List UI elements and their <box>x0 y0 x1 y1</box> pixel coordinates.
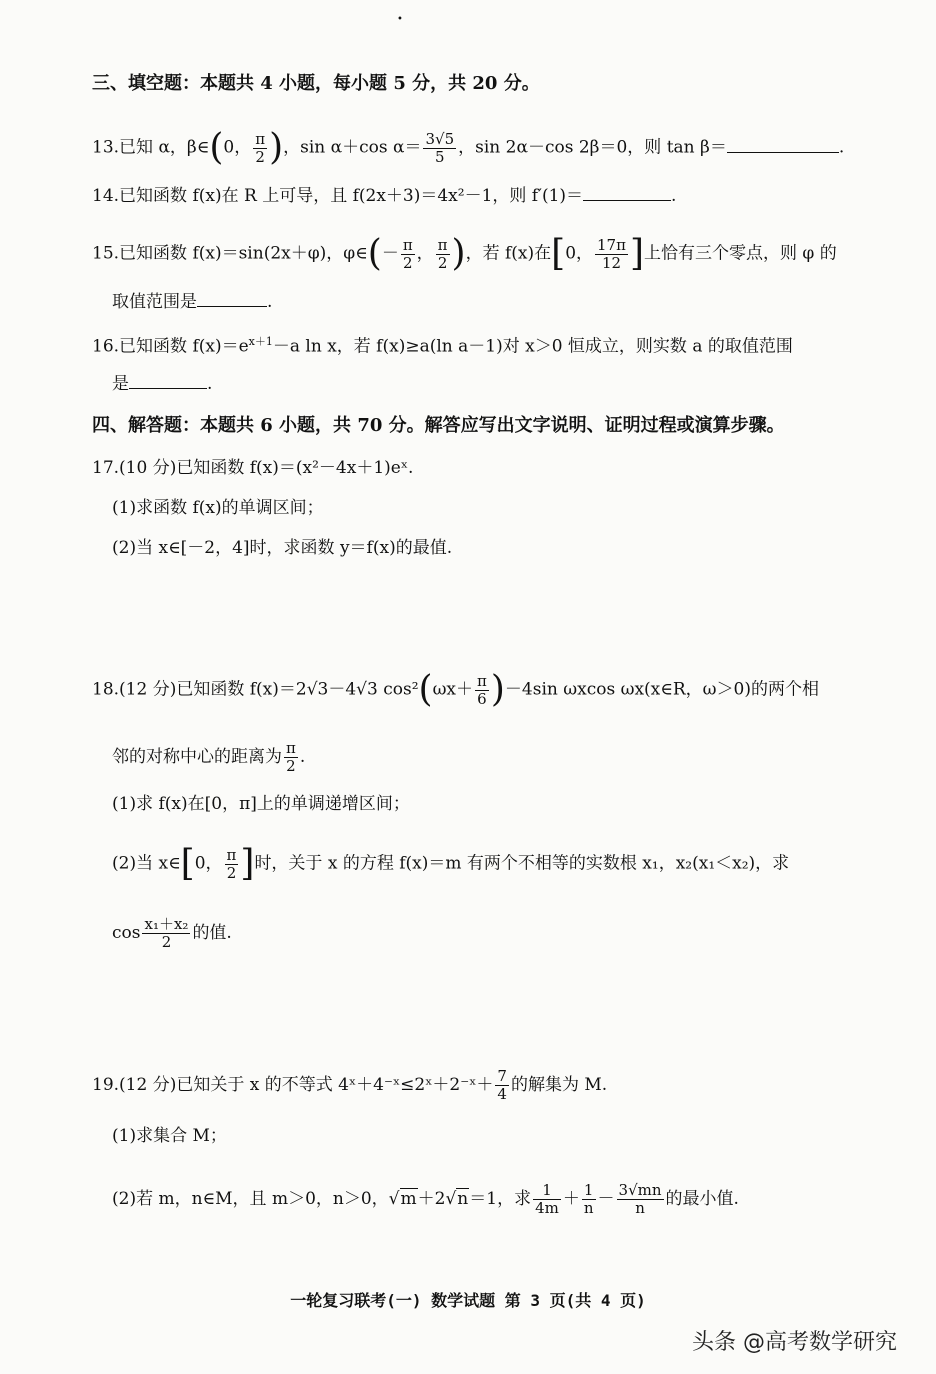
fraction: $\frac{3√5}{5}$ <box>425 129 455 166</box>
question-17-part1: (1)求函数 f(x)的单调区间； <box>112 498 324 518</box>
question-15: 15.已知函数 f(x)＝sin(2x＋φ)，φ∈(－ $\frac{\pi}{2}$ ， $\frac{\pi}{2}$ )，若 f(x)在[0， $\frac{17\pi}{12}$ ]上恰有三个零点，则 φ 的 <box>92 233 837 274</box>
question-17: 17.(10 分)已知函数 f(x)＝(x²－4x＋1)eˣ. <box>92 458 414 478</box>
question-18-line2: 邻的对称中心的距离为 $\frac{\pi}{2}$ . <box>112 739 306 775</box>
fraction: $\frac{1}{n}$ <box>583 1181 594 1217</box>
question-16-line2: 是 . <box>112 374 213 394</box>
question-14: 14.已知函数 f(x)在 R 上可导，且 f(2x＋3)＝4x²－1，则 f′(1)＝ . <box>92 186 677 206</box>
question-19: 19.(12 分)已知关于 x 的不等式 4ˣ＋4⁻ˣ≤2ˣ＋2⁻ˣ＋ $\frac{7}{4}$ 的解集为 M. <box>92 1067 608 1103</box>
answer-blank[interactable] <box>583 186 671 201</box>
fraction: $\frac{\text{x₁＋x₂}}{2}$ <box>144 915 189 951</box>
fraction: $\frac{\pi}{2}$ <box>226 845 237 882</box>
fraction: $\frac{\pi}{6}$ <box>477 671 487 708</box>
question-18: 18.(12 分)已知函数 f(x)＝2√3－4√3 cos²(ωx＋ $\frac{\pi}{6}$ )－4sin ωxcos ωx(x∈R，ω＞0)的两个相 <box>92 669 819 710</box>
fraction: $\frac{3√mn}{n}$ <box>618 1181 662 1217</box>
question-19-part1: (1)求集合 M； <box>112 1126 227 1146</box>
fraction: $\frac{\pi}{2}$ <box>402 235 413 272</box>
question-15-line2: 取值范围是 . <box>112 292 273 312</box>
fraction: $\frac{7}{4}$ <box>497 1067 507 1103</box>
answer-blank[interactable] <box>727 138 839 153</box>
question-16: 16.已知函数 $f(x)=e^{x+1}-a$ ln x，若 f(x)≥a(ln a－1)对 x＞0 恒成立，则实数 a 的取值范围 <box>92 335 793 357</box>
section4-title: 四、解答题：本题共 6 小题，共 70 分。解答应写出文字说明、证明过程或演算步骤。 <box>92 415 785 436</box>
question-18-part1: (1)求 f(x)在[0，π]上的单调递增区间； <box>112 794 410 814</box>
fraction: $\frac{17\pi}{12}$ <box>597 235 626 272</box>
question-17-part2: (2)当 x∈[－2，4]时，求函数 y＝f(x)的最值. <box>112 538 453 558</box>
exam-page: • 三、填空题：本题共 4 小题，每小题 5 分，共 20 分。 13.已知 α，β∈(0， $\frac{\pi}{2}$ )，sin α＋cos α＝ $\frac{3√5}{5}$ ，sin 2α－cos 2β＝0，则 tan β＝ . 14.已知函数 f(x)在 R 上可导，且 f(2x＋3)＝4x²－1，则 f′(1)＝ . 15.已知函数 f(x)＝sin(2x＋φ)，φ∈(－ $\frac{\pi}{2}$ ， $\frac{\pi}{2}$ )，若 f(x)在[0， $\frac{17\pi}{12}$ ]上恰有三个零点，则 φ 的 取值范围是 . 16.已知函数 $f(x)=e^{x+1}-a$ ln x，若 f(x)≥a(ln a－1)对 x＞0 恒成立，则实数 a 的取值范围 是 . 四、解答题：本题共 6 小题，共 70 分。解答应写出文字说明、证明过程或演算步骤。 17.(10 分)已知函数 f(x)＝(x²－4x＋1)eˣ. (1)求函数 f(x)的单调区间； (2)当 x∈[－2，4]时，求函数 y＝f(x)的最值. 18.(12 分)已知函数 f(x)＝2√3－4√3 cos²(ωx＋ $\frac{\pi}{6}$ )－4sin ωxcos ωx(x∈R，ω＞0)的两个相 邻的对称中心的距离为 $\frac{\pi}{2}$ . (1)求 f(x)在[0，π]上的单调递增区间； (2)当 x∈[0， $\frac{\pi}{2}$ ]时，关于 x 的方程 f(x)＝m 有两个不相等的实数根 x₁，x₂(x₁＜x₂)，求 cos $\frac{\text{x₁＋x₂}}{2}$ 的值. 19.(12 分)已知关于 x 的不等式 4ˣ＋4⁻ˣ≤2ˣ＋2⁻ˣ＋ $\frac{7}{4}$ 的解集为 M. (1)求集合 M； (2)若 m，n∈M，且 m＞0，n＞0，√m＋2√n＝1，求 $\frac{1}{4m}$ ＋ $\frac{1}{n}$ － $\frac{3√mn}{n}$ 的最小值. 一轮复习联考(一) 数学试题 第 3 页(共 4 页) 头条 @高考数学研究 <box>0 0 936 1374</box>
question-19-part2: (2)若 m，n∈M，且 m＞0，n＞0，√m＋2√n＝1，求 $\frac{1}{4m}$ ＋ $\frac{1}{n}$ － $\frac{3√mn}{n}$ 的最小值. <box>112 1181 739 1217</box>
section3-title: 三、填空题：本题共 4 小题，每小题 5 分，共 20 分。 <box>92 73 540 94</box>
page-footer: 一轮复习联考(一) 数学试题 第 3 页(共 4 页) <box>290 1291 646 1310</box>
question-13: 13.已知 α，β∈(0， $\frac{\pi}{2}$ )，sin α＋cos α＝ $\frac{3√5}{5}$ ，sin 2α－cos 2β＝0，则 tan β＝ . <box>92 127 845 168</box>
answer-blank[interactable] <box>129 374 207 389</box>
question-18-part2: (2)当 x∈[0， $\frac{\pi}{2}$ ]时，关于 x 的方程 f(x)＝m 有两个不相等的实数根 x₁，x₂(x₁＜x₂)，求 <box>112 843 790 884</box>
fraction: $\frac{\pi}{2}$ <box>286 739 296 775</box>
fraction: $\frac{\pi}{2}$ <box>255 129 266 166</box>
question-18-part2-line2: cos $\frac{\text{x₁＋x₂}}{2}$ 的值. <box>112 915 232 951</box>
watermark: 头条 @高考数学研究 <box>692 1330 897 1355</box>
fraction: $\frac{\pi}{2}$ <box>437 235 448 272</box>
answer-blank[interactable] <box>197 292 267 307</box>
fraction: $\frac{1}{4m}$ <box>535 1181 559 1217</box>
